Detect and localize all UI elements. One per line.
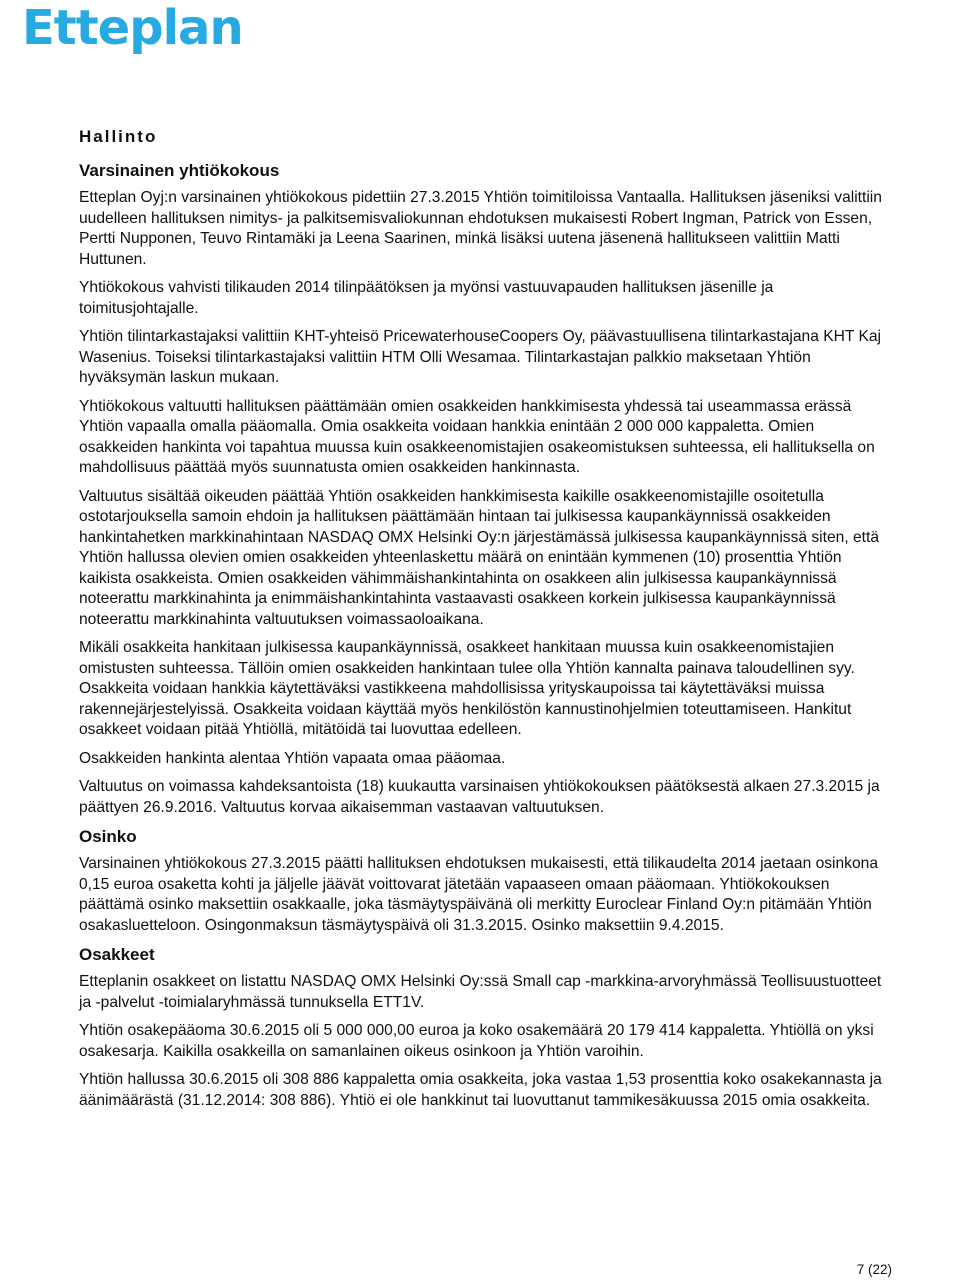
paragraph: Yhtiökokous valtuutti hallituksen päättämään omien osakkeiden hankkimisesta yhdessä tai useammassa erässä Yhtiön vapaalla omalla pääomalla. Omia osakkeita voidaan hankkia enintään 2 000 000 kappaletta. Omien osakkeiden hankinta voi tapahtua muussa kuin osakkeenomistajien osakeomistuksen suhteessa, eli hallituksella on mahdollisuus päättää myös suunnatusta omien osakkeiden hankinnasta. bbox=[79, 397, 875, 476]
paragraph: Etteplanin osakkeet on listattu NASDAQ OMX Helsinki Oy:ssä Small cap -markkina-arvoryhmässä Teollisuustuotteet ja -palvelut -toimialaryhmässä tunnuksella ETT1V. bbox=[79, 973, 882, 1011]
paragraph: Varsinainen yhtiökokous 27.3.2015 päätti hallituksen ehdotuksen mukaisesti, että tilikaudelta 2014 jaetaan osinkona 0,15 euroa osaketta kohti ja jäljelle jäävät voittovarat jätetään vapaaseen omaan pääomaan. Yhtiökokouksen päättämä osinko maksettiin osakkaalle, joka täsmäytyspäivänä oli merkitty Euroclear Finland Oy:n pitämään Yhtiön osakasluetteloon. Osingonmaksun täsmäytyspäivä oli 31.3.2015. Osinko maksettiin 9.4.2015. bbox=[79, 855, 878, 934]
paragraph: Valtuutus sisältää oikeuden päättää Yhtiön osakkeiden hankkimisesta kaikille osakkeenomistajille osoitetulla ostotarjouksella samoin ehdoin ja hallituksen päättämään hintaan tai julkisessa kaupankäynnissä osakkeiden hankintahetken markkinahintaan NASDAQ OMX Helsinki Oy:n järjestämässä julkisessa kaupankäynnissä siten, että Yhtiön hallussa olevien omien osakkeiden yhteenlaskettu määrä on enintään kymmenen (10) prosenttia Yhtiön kaikista osakkeista. Omien osakkeiden vähimmäishankintahinta on osakkeen alin julkisessa kaupankäynnissä noteerattu markkinahinta ja enimmäishankintahinta vastaavasti osakkeen korkein julkisessa kaupankäynnissä noteerattu markkinahinta valtuutuksen voimassaoloaikana. bbox=[79, 487, 879, 628]
paragraph: Mikäli osakkeita hankitaan julkisessa kaupankäynnissä, osakkeet hankitaan muussa kuin osakkeenomistajien omistusten suhteessa. Tällöin omien osakkeiden hankintaan tulee olla Yhtiön kannalta painava taloudellinen syy. Osakkeita voidaan hankkia käytettäväksi vastikkeena mahdollisissa yrityskaupoissa tai käytettäväksi muissa rakennejärjestelyissä. Osakkeita voidaan käyttää myös henkilöstön kannustinohjelmien toteuttamiseen. Hankitut osakkeet voidaan pitää Yhtiöllä, mitätöidä tai luovuttaa edelleen. bbox=[79, 639, 855, 738]
section-title: Hallinto bbox=[79, 127, 158, 146]
paragraph: Osakkeiden hankinta alentaa Yhtiön vapaata omaa pääomaa. bbox=[79, 749, 506, 767]
paragraph: Valtuutus on voimassa kahdeksantoista (18) kuukautta varsinaisen yhtiökokouksen päätöksestä alkaen 27.3.2015 ja päättyen 26.9.2016. Valtuutus korvaa aikaisemman vastaavan valtuutuksen. bbox=[79, 778, 880, 816]
paragraph: Yhtiön tilintarkastajaksi valittiin KHT-yhteisö PricewaterhouseCoopers Oy, päävastuullisena tilintarkastajana KHT Kaj Wasenius. Toiseksi tilintarkastajaksi valittiin HTM Olli Wesamaa. Tilintarkastajan palkkio maksetaan Yhtiön hyväksymän laskun mukaan. bbox=[79, 328, 882, 386]
paragraph: Etteplan Oyj:n varsinainen yhtiökokous pidettiin 27.3.2015 Yhtiön toimitiloissa Vantaalla. Hallituksen jäseniksi valittiin uudelleen hallituksen nimitys- ja palkitsemisvaliokunnan ehdotuksen mukaisesti Robert Ingman, Patrick von Essen, Pertti Nupponen, Teuvo Rintamäki ja Leena Saarinen, minkä lisäksi uutena jäsenenä hallitukseen valittiin Matti Huttunen. bbox=[79, 189, 882, 268]
heading-dividend: Osinko bbox=[79, 827, 137, 846]
heading-shares: Osakkeet bbox=[79, 945, 155, 964]
paragraph: Yhtiökokous vahvisti tilikauden 2014 tilinpäätöksen ja myönsi vastuuvapauden hallituksen jäsenille ja toimitusjohtajalle. bbox=[79, 279, 774, 317]
document-body bbox=[79, 126, 891, 1119]
etteplan-logo: Etteplan bbox=[22, 0, 243, 56]
heading-annual-general-meeting: Varsinainen yhtiökokous bbox=[79, 161, 280, 180]
page-number: 7 (22) bbox=[856, 1262, 892, 1277]
paragraph: Yhtiön hallussa 30.6.2015 oli 308 886 kappaletta omia osakkeita, joka vastaa 1,53 prosenttia koko osakekannasta ja äänimäärästä (31.12.2014: 308 886). Yhtiö ei ole hankkinut tai luovuttanut tammikesäkuussa 2015 omia osakkeita. bbox=[79, 1071, 882, 1109]
paragraph: Yhtiön osakepääoma 30.6.2015 oli 5 000 000,00 euroa ja koko osakemäärä 20 179 414 kappaletta. Yhtiöllä on yksi osakesarja. Kaikilla osakkeilla on samanlainen oikeus osinkoon ja Yhtiön varoihin. bbox=[79, 1022, 874, 1060]
